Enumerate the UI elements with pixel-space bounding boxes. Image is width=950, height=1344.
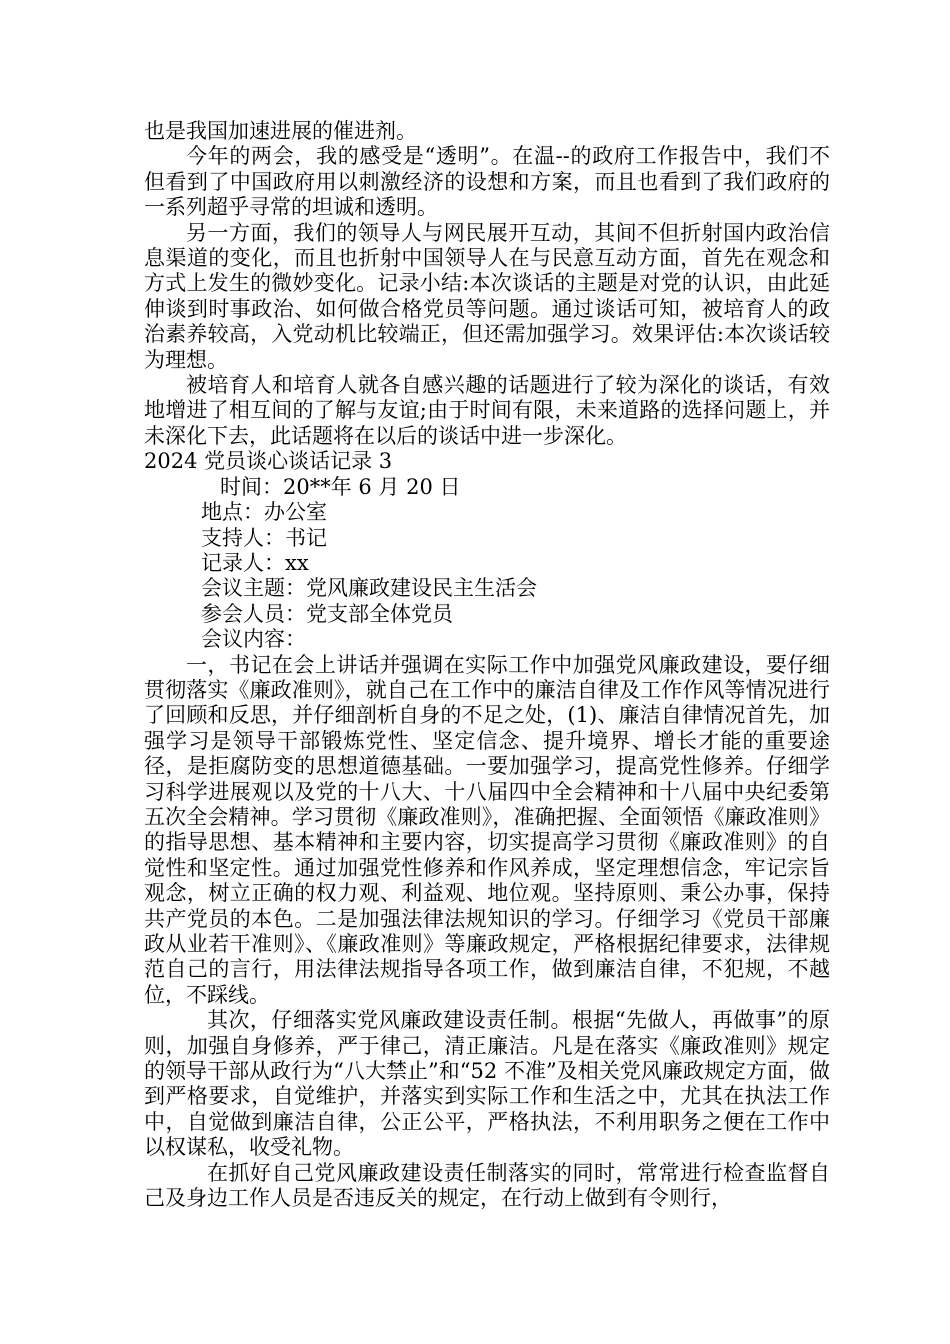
paragraph-secretary-speech: 一，书记在会上讲话并强调在实际工作中加强党风廉政建设，要仔细贯彻落实《廉政准则》，就自己在工作中的廉洁自律及工作作风等情况进行了回顾和反思，并仔细剖析自身的不足之处，(1)、廉洁自律情况首先，加强学习是领导干部锻炼党性、坚定信念、提升境界、增长才能的重要途径，是拒腐防变的思想道德基础。一要加强学习，提高党性修养。仔细学习科学进展观以及党的十八大、十八届四中全会精神和十八届中央纪委第五次全会精神。学习贯彻《廉政准则》，准确把握、全面领悟《廉政准则》的指导思想、基本精神和主要内容，切实提高学习贯彻《廉政准则》的自觉性和坚定性。通过加强党性修养和作风养成，坚定理想信念，牢记宗旨观念，树立正确的权力观、利益观、地位观。坚持原则、秉公办事，保持共产党员的本色。二是加强法律法规知识的学习。仔细学习《党员干部廉政从业若干准则》、《廉政准则》等廉政规定，严格根据纪律要求，法律规范自己的言行，用法律法规指导各项工作，做到廉洁自律，不犯规，不越位，不踩线。 [144, 652, 830, 1007]
meeting-attendees: 参会人员：党支部全体党员 [201, 601, 453, 626]
meeting-topic: 会议主题：党风廉政建设民主生活会 [201, 576, 537, 601]
paragraph-conversation-result: 被培育人和培育人就各自感兴趣的话题进行了较为深化的谈话，有效地增进了相互间的了解与友谊;由于时间有限，未来道路的选择问题上，并未深化下去，此话题将在以后的谈话中进一步深化。 [144, 373, 830, 448]
paragraph-responsibility: 其次，仔细落实党风廉政建设责任制。根据“先做人，再做事”的原则，加强自身修养，严于律己，清正廉洁。凡是在落实《廉政准则》规定的领导干部从政行为“八大禁止”和“52 不准”及相关党风廉政规定方面，做到严格要求，自觉维护，并落实到实际工作和生活之中，尤其在执法工作中，自觉做到廉洁自律，公正公平，严格执法，不利用职务之便在工作中以权谋私，收受礼物。 [144, 1008, 830, 1160]
paragraph-interaction-summary: 另一方面，我们的领导人与网民展开互动，其间不但折射国内政治信息渠道的变化，而且也折射中国领导人在与民意互动方面，首先在观念和方式上发生的微妙变化。记录小结:本次谈话的主题是对党的认识，由此延伸谈到时事政治、如何做合格党员等问题。通过谈话可知，被培育人的政治素养较高，入党动机比较端正，但还需加强学习。效果评估:本次谈话较为理想。 [144, 220, 830, 372]
paragraph-supervision: 在抓好自己党风廉政建设责任制落实的同时，常常进行检查监督自己及身边工作人员是否违反关的规定，在行动上做到有令则行， [144, 1160, 830, 1211]
meeting-content-label: 会议内容： [201, 627, 306, 652]
meeting-recorder: 记录人：xx [201, 550, 309, 575]
paragraph-two-sessions: 今年的两会，我的感受是“透明”。在温--的政府工作报告中，我们不但看到了中国政府用以刺激经济的设想和方案，而且也看到了我们政府的一系列超乎寻常的坦诚和透明。 [144, 144, 830, 220]
section-title: 2024 党员谈心谈话记录 3 [144, 449, 393, 474]
document-page [144, 119, 830, 1211]
paragraph-continuation: 也是我国加速进展的催进剂。 [144, 119, 417, 143]
meeting-place: 地点：办公室 [201, 500, 327, 525]
meeting-host: 支持人：书记 [201, 525, 327, 550]
meeting-time: 时间：20**年 6 月 20 日 [220, 474, 461, 499]
